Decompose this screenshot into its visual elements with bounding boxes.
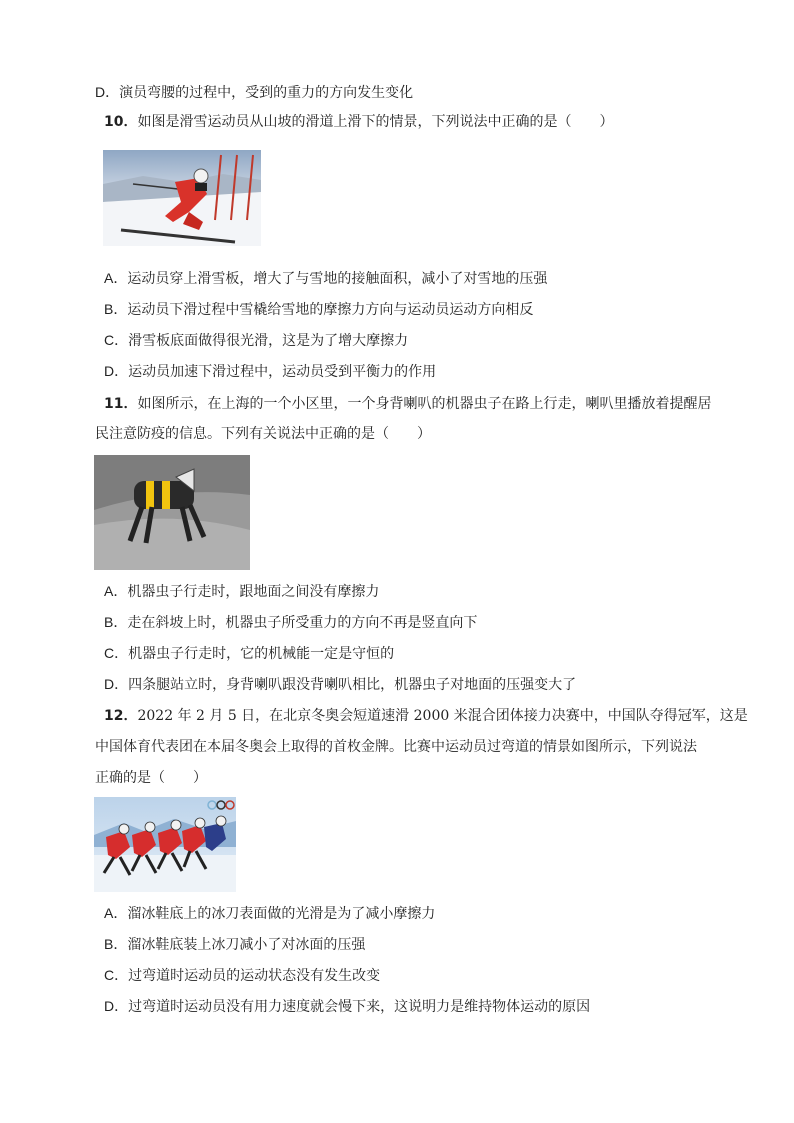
question-12-stem-line2: 中国体育代表团在本届冬奥会上取得的首枚金牌。比赛中运动员过弯道的情景如图所示，下列说法 <box>95 739 697 755</box>
prev-option-d: D．演员弯腰的过程中，受到的重力的方向发生变化 <box>95 84 414 100</box>
question-10-option-d: D．运动员加速下滑过程中，运动员受到平衡力的作用 <box>104 363 437 379</box>
question-11-option-c: C．机器虫子行走时，它的机械能一定是守恒的 <box>104 645 395 661</box>
question-12-stem-line3: 正确的是（ ） <box>95 770 207 786</box>
question-10-option-b: B．运动员下滑过程中雪橇给雪地的摩擦力方向与运动员运动方向相反 <box>104 301 534 317</box>
question-11-stem-line2: 民注意防疫的信息。下列有关说法中正确的是（ ） <box>95 426 431 442</box>
question-12-option-d: D．过弯道时运动员没有用力速度就会慢下来，这说明力是维持物体运动的原因 <box>104 998 591 1014</box>
question-11-option-d: D．四条腿站立时，身背喇叭跟没背喇叭相比，机器虫子对地面的压强变大了 <box>104 676 577 692</box>
question-10-option-c: C．滑雪板底面做得很光滑，这是为了增大摩擦力 <box>104 332 409 348</box>
question-12-option-b: B．溜冰鞋底装上冰刀减小了对冰面的压强 <box>104 936 366 952</box>
question-12-option-c: C．过弯道时运动员的运动状态没有发生改变 <box>104 967 381 983</box>
question-12-stem-line1: 12．2022 年 2 月 5 日，在北京冬奥会短道速滑 2000 米混合团体接力决赛中，中国队夺得冠军，这是 <box>104 708 748 724</box>
question-12-option-a: A．溜冰鞋底上的冰刀表面做的光滑是为了减小摩擦力 <box>104 905 436 921</box>
speed-skaters-photo <box>94 797 236 892</box>
question-11-stem-line1: 11．如图所示，在上海的一个小区里，一个身背喇叭的机器虫子在路上行走，喇叭里播放着提醒居 <box>104 396 712 412</box>
question-11-option-a: A．机器虫子行走时，跟地面之间没有摩擦力 <box>104 583 380 599</box>
question-10-option-a: A．运动员穿上滑雪板，增大了与雪地的接触面积，减小了对雪地的压强 <box>104 270 548 286</box>
question-10-stem: 10．如图是滑雪运动员从山坡的滑道上滑下的情景，下列说法中正确的是（ ） <box>104 114 614 130</box>
skier-photo <box>103 150 261 246</box>
question-11-option-b: B．走在斜坡上时，机器虫子所受重力的方向不再是竖直向下 <box>104 614 478 630</box>
robot-bug-photo <box>94 455 250 570</box>
